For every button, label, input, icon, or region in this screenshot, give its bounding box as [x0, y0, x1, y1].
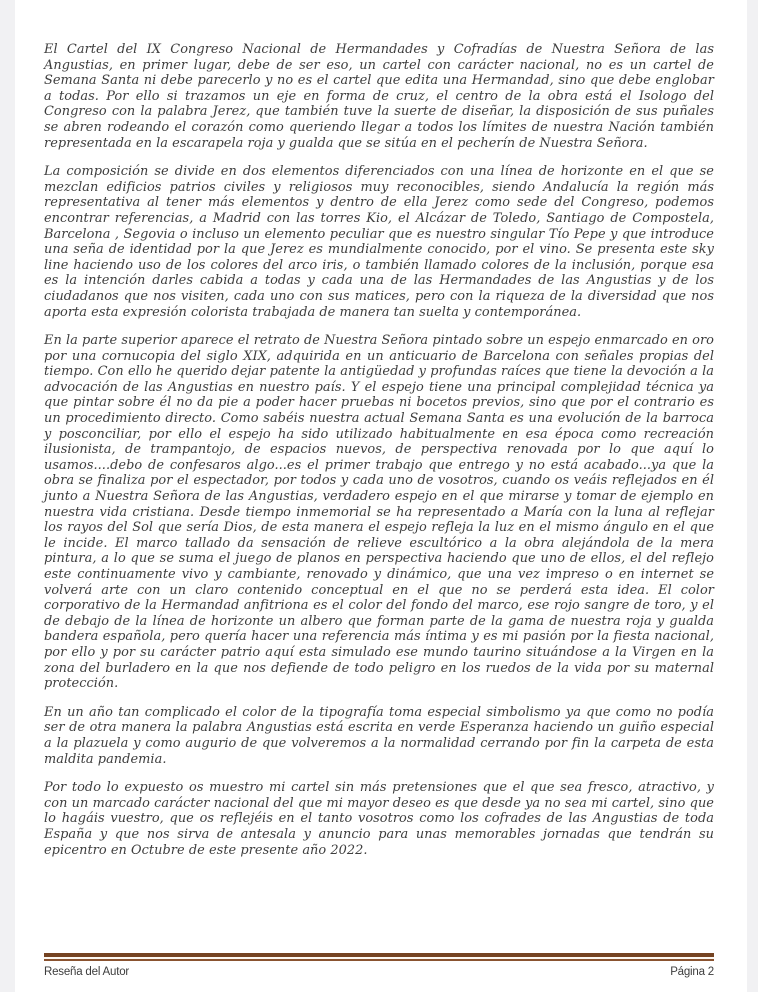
document-page: [15, 0, 747, 992]
paragraph-1: El Cartel del IX Congreso Nacional de Hermandades y Cofradías de Nuestra Señora de las Angustias, en primer lugar, debe de ser eso, un cartel con carácter nacional, no es un cartel de Semana Santa ni debe parecerlo y no es el cartel que edita una Hermandad, sino que debe englobar a todas. Por ello si trazamos un eje en forma de cruz, el centro de la obra está el Isologo del Congreso con la palabra Jerez, que también tuve la suerte de diseñar, la disposición de sus puñales se abren rodeando el corazón como queriendo llegar a todos los límites de nuestra Nación también representada en la escarapela roja y gualda que se sitúa en el pecherín de Nuestra Señora.: [44, 42, 714, 151]
footer-rule: [44, 953, 714, 961]
footer-author-label: Reseña del Autor: [44, 966, 130, 978]
paragraph-5: Por todo lo expuesto os muestro mi cartel sin más pretensiones que el que sea fresco, atractivo, y con un marcado carácter nacional del que mi mayor deseo es que desde ya no sea mi cartel, sino que lo hagáis vuestro, que os reflejéis en el tanto vosotros como los cofrades de las Angustias de toda España y que nos sirva de antesala y anuncio para unas memorables jornadas que tendrán su epicentro en Octubre de este presente año 2022.: [44, 780, 714, 858]
page-margin-right: [747, 0, 758, 992]
footer-row: [44, 966, 714, 978]
footer-page-number: Página 2: [670, 966, 714, 978]
paragraph-4: En un año tan complicado el color de la tipografía toma especial simbolismo ya que como no podía ser de otra manera la palabra Angustias está escrita en verde Esperanza haciendo un guiño especial a la plazuela y como augurio de que volveremos a la normalidad cerrando por fin la carpeta de esta maldita pandemia.: [44, 704, 714, 767]
page-margin-left: [0, 0, 15, 992]
paragraph-2: La composición se divide en dos elementos diferenciados con una línea de horizonte en el que se mezclan edificios patrios civiles y religiosos muy reconocibles, siendo Andalucía la región más representativa al tener más elementos y dentro de ella Jerez como sede del Congreso, podemos encontrar referencias, a Madrid con las torres Kio, el Alcázar de Toledo, Santiago de Compostela, Barcelona , Segovia o incluso un elemento peculiar que es nuestro singular Tío Pepe y que introduce una seña de identidad por la que Jerez es mundialmente conocido, por el vino. Se presenta este sky line haciendo uso de los colores del arco iris, o también llamado colores de la inclusión, porque esa es la intención darles cabida a todas y cada una de las Hermandades de las Angustias y de los ciudadanos que nos visiten, cada uno con sus matices, pero con la riqueza de la diversidad que nos aporta esta expresión colorista trabajada de manera tan suelta y contemporánea.: [44, 164, 714, 320]
page-footer: [44, 953, 714, 978]
paragraph-3: En la parte superior aparece el retrato de Nuestra Señora pintado sobre un espejo enmarcado en oro por una cornucopia del siglo XIX, adquirida en un anticuario de Barcelona con señales propias del tiempo. Con ello he querido dejar patente la antigüedad y profundas raíces que tiene la devoción a la advocación de las Angustias en nuestro país. Y el espejo tiene una principal complejidad técnica ya que pintar sobre él no da pie a poder hacer pruebas ni bocetos previos, sino que por el contrario es un procedimiento directo. Como sabéis nuestra actual Semana Santa es una evolución de la barroca y posconciliar, por ello el espejo ha sido utilizado habitualmente en esa época como recreación ilusionista, de trampantojo, de espacios nuevos, de perspectiva renovada por lo que aquí lo usamos....debo de confesaros algo...es el primer trabajo que entrego y no está acabado...ya que la obra se finaliza por el espectador, por todos y cada uno de vosotros, cuando os veáis reflejados en él junto a Nuestra Señora de las Angustias, verdadero espejo en el que mirarse y tomar de ejemplo en nuestra vida cristiana. Desde tiempo inmemorial se ha representado a María con la luna al reflejar los rayos del Sol que sería Dios, de esta manera el espejo refleja la luz en el mismo ángulo en el que le incide. El marco tallado da sensación de relieve escultórico a la obra alejándola de la mera pintura, a lo que se suma el juego de planos en perspectiva haciendo que uno de ellos, el del reflejo este continuamente vivo y cambiante, renovado y dinámico, que una vez impreso o en internet se volverá arte con un claro contenido conceptual en el que no se perderá esta idea. El color corporativo de la Hermandad anfitriona es el color del fondo del marco, ese rojo sangre de toro, y el de debajo de la línea de horizonte un albero que forman parte de la gama de nuestra roja y gualda bandera española, pero quería hacer una referencia más íntima y es mi pasión por la fiesta nacional, por ello y por su carácter patrio aquí esta simulado ese mundo taurino situándose a la Virgen en la zona del burladero en la que nos defiende de todo peligro en los ruedos de la vida por su maternal protección.: [44, 333, 714, 692]
document-body: [44, 42, 714, 871]
